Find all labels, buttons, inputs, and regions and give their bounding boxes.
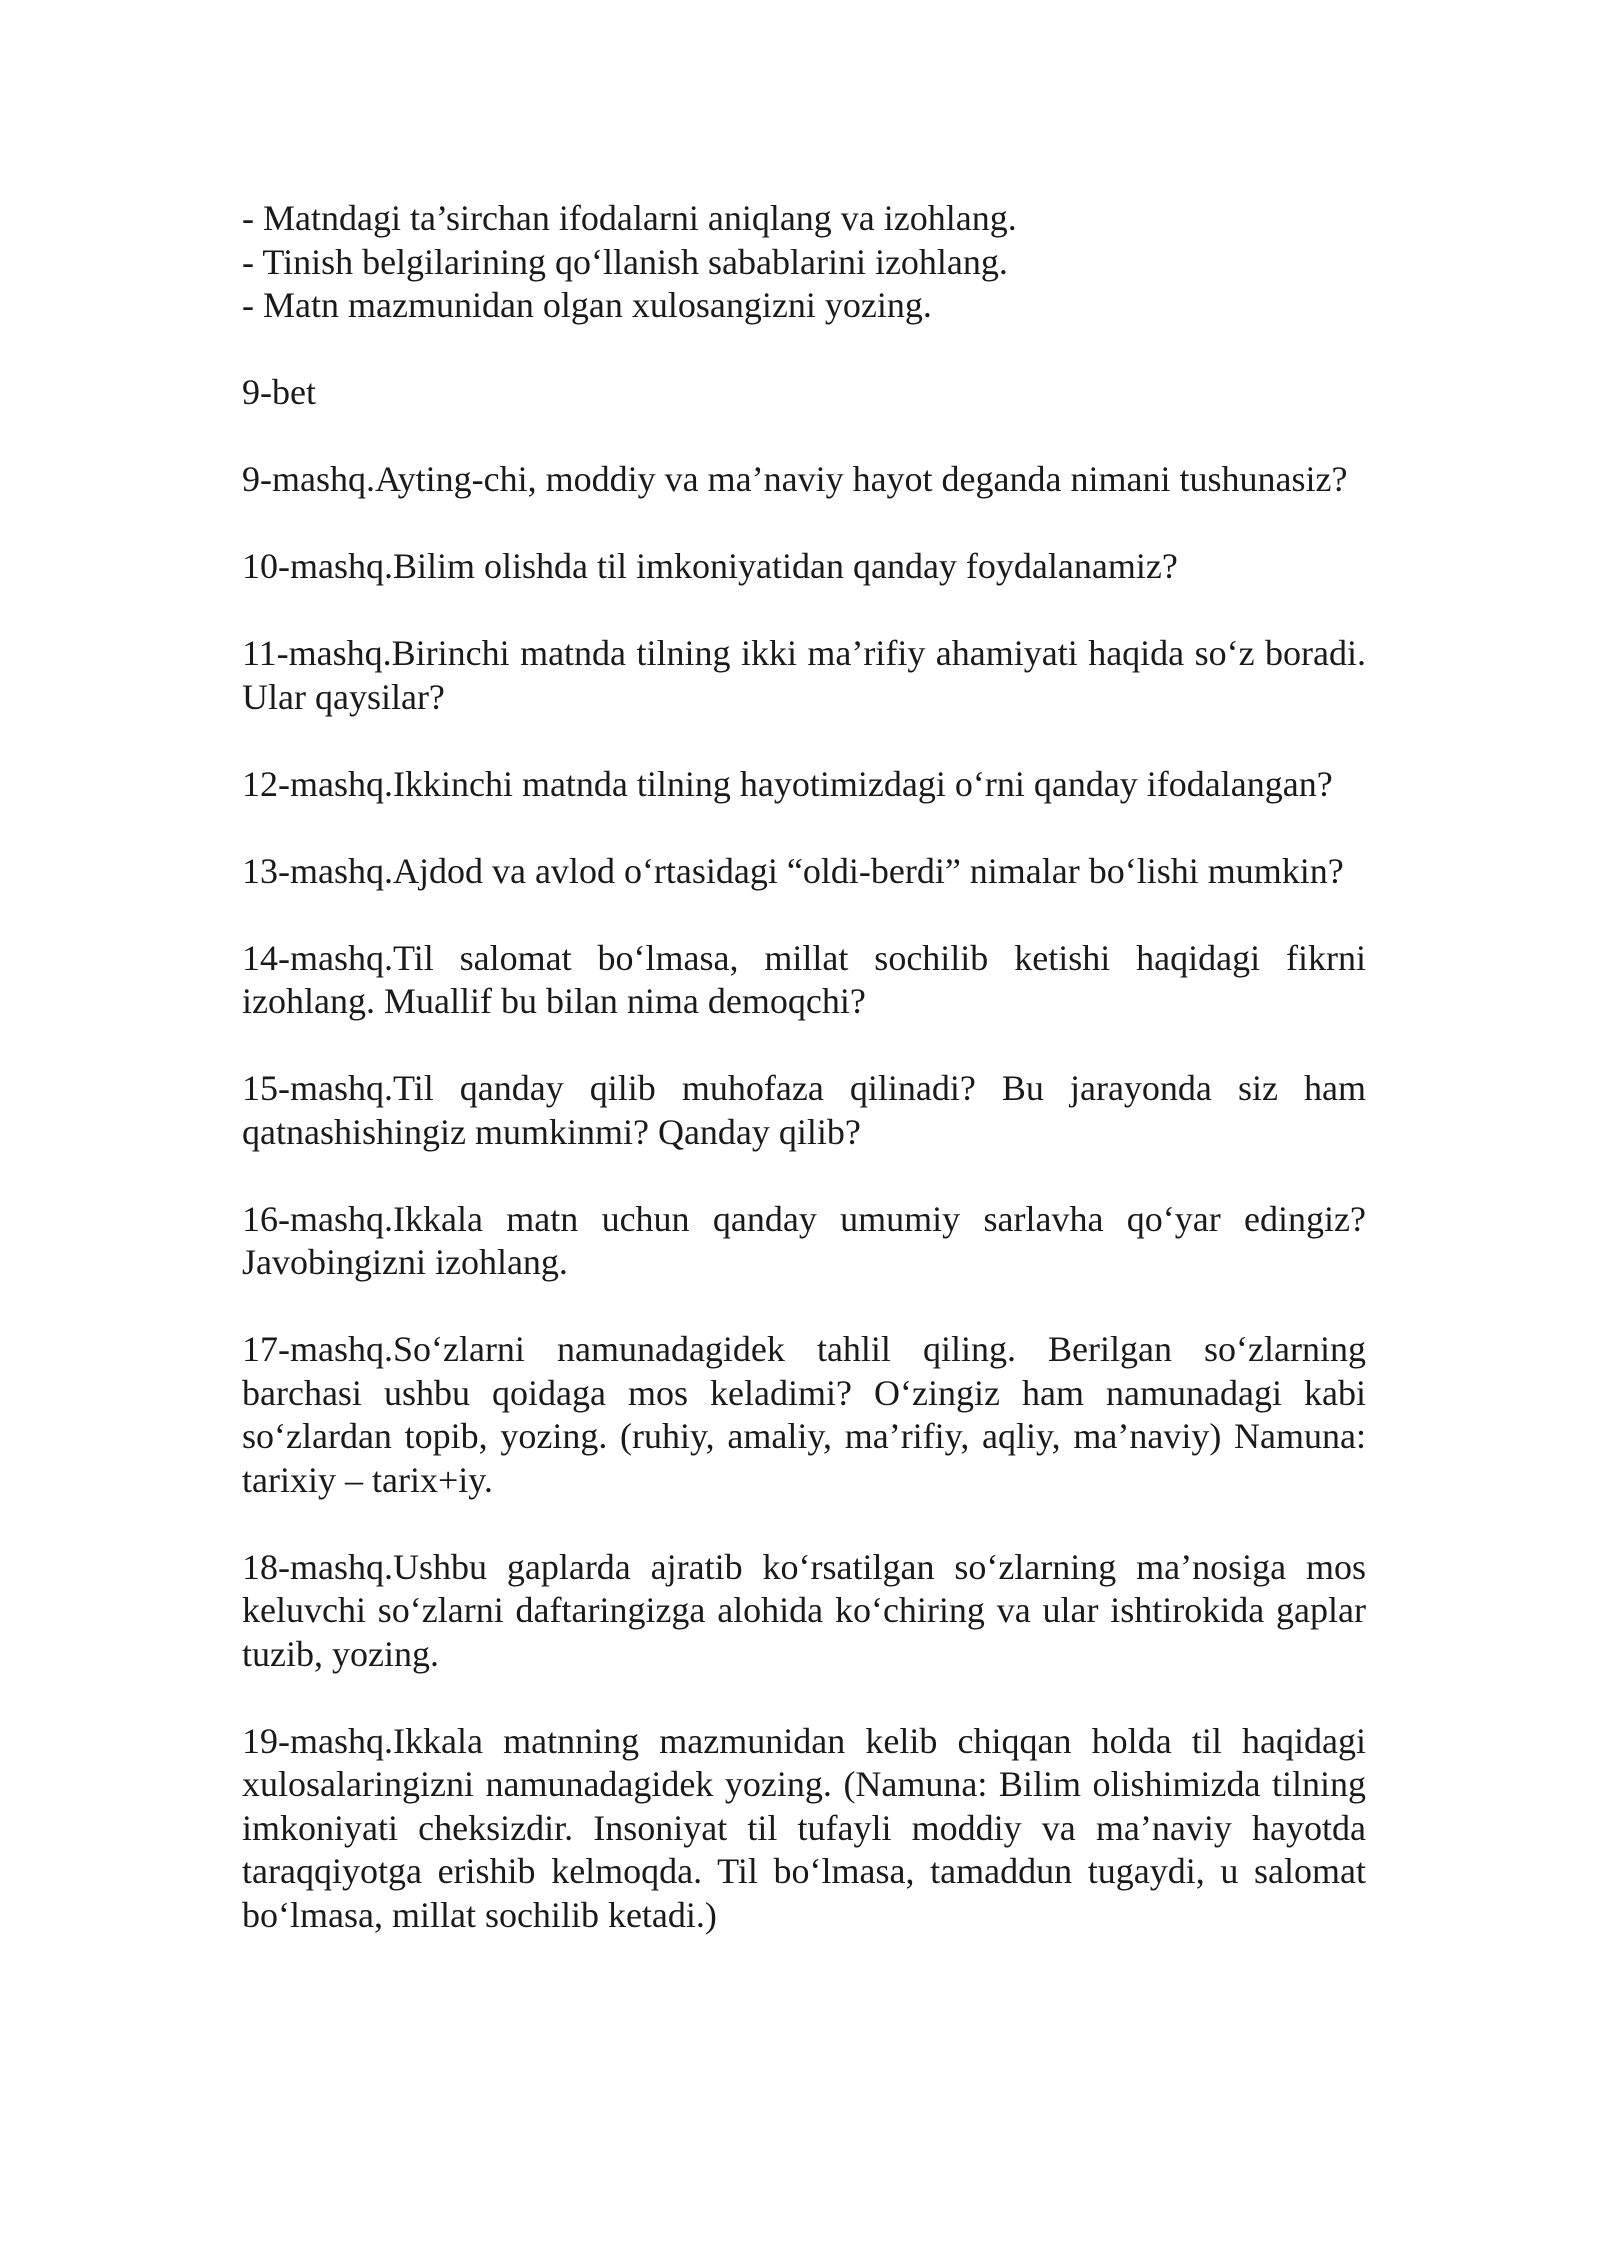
intro-line: - Matn mazmunidan olgan xulosangizni yozing.: [242, 285, 932, 325]
document-page: [242, 197, 1366, 1937]
exercise-9: 9-mashq.Ayting-chi, moddiy va ma’naviy hayot deganda nimani tushunasiz?: [242, 459, 1348, 499]
exercise-16: 16-mashq.Ikkala matn uchun qanday umumiy sarlavha qo‘yar edingiz? Javobingizni izohlang.: [242, 1198, 1366, 1282]
exercise-18: 18-mashq.Ushbu gaplarda ajratib ko‘rsatilgan so‘zlarning ma’nosiga mos keluvchi so‘zlarni daftaringizga alohida ko‘chiring va ular ishtirokida gaplar tuzib, yozing.: [242, 1546, 1366, 1674]
intro-line: - Tinish belgilarining qo‘llanish sabablarini izohlang.: [242, 241, 1008, 282]
exercise-19: 19-mashq.Ikkala matnning mazmunidan kelib chiqqan holda til haqidagi xulosalaringizni namunadagidek yozing. (Namuna: Bilim olishimizda tilning imkoniyati cheksizdir. Insoniyat til tufayli moddiy va ma’naviy hayotda taraqqiyotga erishib kelmoqda. Til bo‘lmasa, tamaddun tugaydi, u salomat bo‘lmasa, millat sochilib ketadi.): [242, 1720, 1366, 1935]
exercise-14: 14-mashq.Til salomat bo‘lmasa, millat sochilib ketishi haqidagi fikrni izohlang. Muallif bu bilan nima demoqchi?: [242, 937, 1366, 1021]
exercise-10: 10-mashq.Bilim olishda til imkoniyatidan qanday foydalanamiz?: [242, 546, 1178, 586]
exercise-13: 13-mashq.Ajdod va avlod o‘rtasidagi “oldi-berdi” nimalar bo‘lishi mumkin?: [242, 850, 1344, 891]
exercise-15: 15-mashq.Til qanday qilib muhofaza qilinadi? Bu jarayonda siz ham qatnashishingiz mumkinmi? Qanday qilib?: [242, 1068, 1366, 1152]
page-number-label: 9-bet: [242, 372, 316, 412]
intro-line: - Matndagi ta’sirchan ifodalarni aniqlang va izohlang.: [242, 198, 1017, 238]
exercise-11: 11-mashq.Birinchi matnda tilning ikki ma’rifiy ahamiyati haqida so‘z boradi. Ular qaysilar?: [242, 633, 1366, 717]
exercise-17: 17-mashq.So‘zlarni namunadagidek tahlil qiling. Berilgan so‘zlarning barchasi ushbu qoidaga mos keladimi? O‘zingiz ham namunadagi kabi so‘zlardan topib, yozing. (ruhiy, amaliy, ma’rifiy, aqliy, ma’naviy) Namuna: tarixiy – tarix+iy.: [242, 1329, 1366, 1500]
exercise-12: 12-mashq.Ikkinchi matnda tilning hayotimizdagi o‘rni qanday ifodalangan?: [242, 763, 1333, 804]
